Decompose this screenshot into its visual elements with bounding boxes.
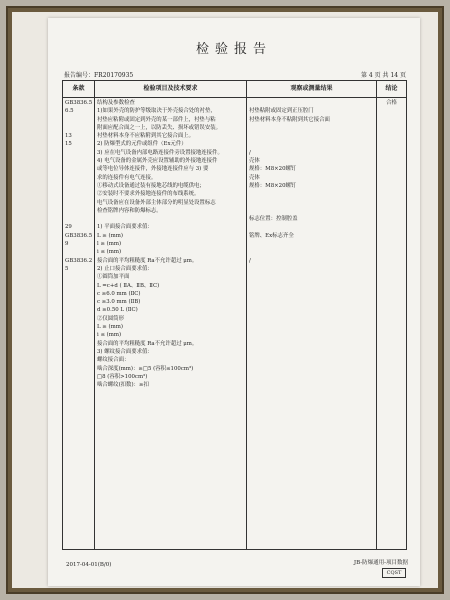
clause-line: GB3836.5 bbox=[65, 100, 93, 106]
clause-line bbox=[65, 174, 92, 182]
result-line: 铭牌、Ex标志齐全 bbox=[249, 232, 294, 239]
clause-line: 6.5 bbox=[65, 108, 74, 115]
requirement-line: 衬垫应粘附或固定到外壳的某一部件上，衬垫与粘 bbox=[97, 116, 216, 123]
clause-line: 13 bbox=[65, 133, 72, 140]
requirement-line: 1) 平面接合面要求值： bbox=[97, 224, 153, 231]
footer-doc-name: JB-防爆通用-项目数据 bbox=[353, 560, 408, 566]
requirements-column bbox=[95, 98, 247, 550]
requirement-line: 3) 螺纹接合面要求值： bbox=[97, 348, 153, 355]
clause-line bbox=[65, 248, 92, 256]
result-line: / bbox=[249, 257, 251, 264]
clause-line: 9 bbox=[65, 241, 69, 248]
footer-logo: CQST bbox=[382, 568, 406, 578]
requirement-line: 3) 应在电气设备内部电路连接件旁设置接地连接件。 bbox=[97, 149, 223, 156]
result-line: 规格：M8×20螺钉 bbox=[249, 166, 297, 173]
requirement-line: 结构及参数检查 bbox=[97, 100, 135, 106]
requirement-line: 附面应配合面之一上，以防丢失、损坏或错误安装。 bbox=[97, 124, 221, 131]
requirement-line: □8 (容积>100cm³) bbox=[97, 373, 148, 380]
clause-line: GB3836.5 bbox=[65, 232, 93, 239]
clause-line bbox=[65, 199, 92, 207]
requirement-line: 检查铭牌内容和防爆标志。 bbox=[97, 207, 162, 214]
result-line bbox=[249, 140, 374, 148]
requirement-line: 接合面的平均粗糙度 Ra不允许超过 μm。 bbox=[97, 340, 198, 347]
result-line bbox=[249, 99, 374, 107]
result-line: 壳体 bbox=[249, 174, 260, 181]
table-header-row bbox=[63, 81, 407, 98]
header-results: 观察或测量结果 bbox=[247, 81, 377, 98]
header-conclusion: 结论 bbox=[377, 81, 407, 98]
clause-line bbox=[65, 157, 92, 165]
requirement-line: 1)如果外壳的防护等级取决于外壳接合处的衬垫， bbox=[97, 108, 216, 115]
requirement-line: 螺纹接合面： bbox=[97, 357, 130, 364]
requirement-line: ①移动式设备通过装有接地芯线的电缆供电； bbox=[97, 182, 205, 189]
result-line bbox=[249, 199, 374, 207]
header-clause: 条款 bbox=[63, 81, 95, 98]
clause-line: GB3836.2 bbox=[65, 257, 93, 264]
requirement-line: 衬垫材料本身不应粘附到其它接合面上。 bbox=[97, 133, 195, 140]
report-page bbox=[48, 18, 420, 586]
clause-column bbox=[63, 98, 95, 550]
header-requirements: 检验项目及技术要求 bbox=[95, 81, 247, 98]
footer-date: 2017-04-01(B/0) bbox=[66, 562, 112, 568]
requirement-line: ①圆筒加平面 bbox=[97, 274, 130, 281]
result-line bbox=[249, 124, 374, 132]
clause-line: 29 bbox=[65, 224, 72, 231]
report-number-value: FR20170935 bbox=[94, 72, 134, 79]
result-line bbox=[249, 240, 374, 248]
table-row bbox=[63, 98, 407, 550]
result-line bbox=[249, 248, 374, 256]
result-line: 衬垫粘附或固定到正压腔门 bbox=[249, 108, 314, 115]
requirement-line: 电气设备应在设备外部主体部分的明显处设置标志 bbox=[97, 199, 216, 206]
requirement-line: L ≥ (mm) bbox=[97, 232, 123, 239]
requirement-line: i ≤ (mm) bbox=[97, 249, 122, 256]
result-line bbox=[249, 207, 374, 215]
requirement-line: L ≥ (mm) bbox=[97, 324, 123, 331]
result-line bbox=[249, 223, 374, 231]
requirement-line: 接合面的平均粗糙度 Ra不允许超过 μm。 bbox=[97, 257, 198, 264]
requirement-line: l ≥ (mm) bbox=[97, 241, 122, 248]
requirement-line: 求的连接件有电气连接。 bbox=[97, 174, 157, 181]
requirement-line bbox=[97, 215, 244, 223]
requirement-line: 啮合螺纹(扣数)：≥扣 bbox=[97, 382, 149, 389]
clause-line bbox=[65, 182, 92, 190]
clause-line bbox=[65, 207, 92, 215]
results-column bbox=[247, 98, 377, 550]
clause-line bbox=[65, 116, 92, 124]
inspection-table bbox=[62, 80, 407, 550]
requirement-line: 4) 电气设备的金属外壳应设置辅助的外接地连接件 bbox=[97, 158, 218, 165]
requirement-line: 2) 防爆型式的元件或组件（Ex元件） bbox=[97, 141, 187, 148]
requirement-line: c ≥6.0 mm (ⅡC) bbox=[97, 290, 141, 297]
clause-line: 15 bbox=[65, 141, 72, 148]
page-info: 第 4 页 共 14 页 bbox=[361, 72, 406, 79]
clause-line bbox=[65, 149, 92, 157]
requirement-line: d ≥0.50 L (ⅡC) bbox=[97, 307, 138, 314]
result-line: 壳体 bbox=[249, 158, 260, 165]
clause-line bbox=[65, 190, 92, 198]
result-line: 衬垫材料本身不粘附到其它接合面 bbox=[249, 116, 330, 123]
requirement-line: c ≥3.0 mm (ⅡB) bbox=[97, 299, 141, 306]
requirement-line: 2) 止口接合面要求值： bbox=[97, 265, 153, 272]
clause-line bbox=[65, 165, 92, 173]
requirement-line: ②安装时不要求外接地连接件的布线系统。 bbox=[97, 191, 200, 198]
result-line: 规格：M8×20螺钉 bbox=[249, 182, 297, 189]
requirement-line: L =c+d ( ⅡA、ⅡB、ⅡC) bbox=[97, 282, 160, 289]
clause-line bbox=[65, 124, 92, 132]
result-line bbox=[249, 190, 374, 198]
conclusion-cell: 合格 bbox=[377, 98, 407, 550]
requirement-line: i ≤ (mm) bbox=[97, 332, 122, 339]
requirement-line: 或等电位导体连接件，外接地连接件应与 3) 要 bbox=[97, 166, 209, 173]
report-number-label: 报告编号： bbox=[64, 72, 95, 79]
report-title: 检验报告 bbox=[195, 42, 272, 57]
requirement-line: ②仅圆筒形 bbox=[97, 315, 124, 322]
clause-line bbox=[65, 215, 92, 223]
result-line: / bbox=[249, 149, 251, 156]
requirement-line: 啮合深度(mm)：≥□5 (容积≤100cm³) bbox=[97, 365, 194, 372]
report-number bbox=[64, 70, 133, 79]
result-line bbox=[249, 132, 374, 140]
result-line: 标志位置：控制腔盖 bbox=[249, 216, 298, 223]
clause-line: 5 bbox=[65, 265, 69, 272]
